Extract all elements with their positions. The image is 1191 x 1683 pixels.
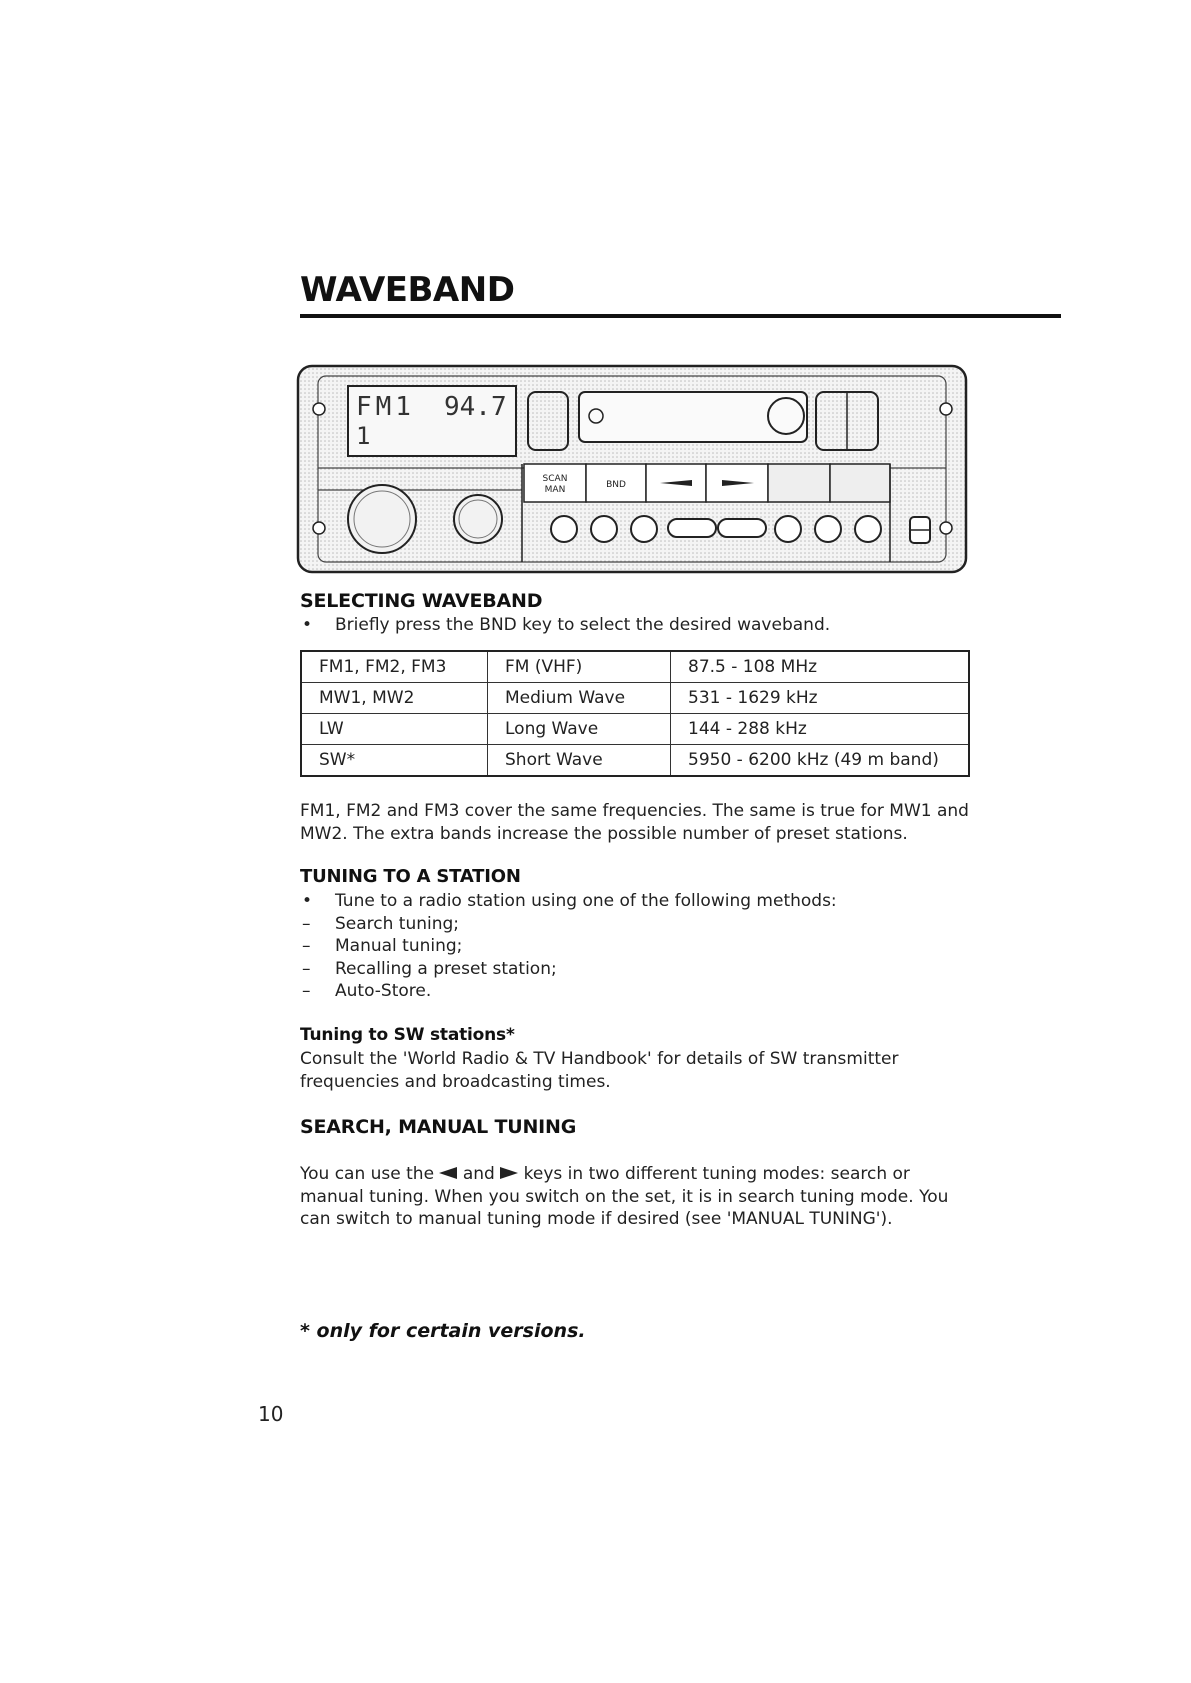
mount-hole-icon [313, 403, 325, 415]
table-cell: 531 - 1629 kHz [671, 683, 970, 714]
selecting-bullet-list [300, 614, 970, 637]
tuning-method-list [300, 890, 970, 1003]
table-cell: LW [301, 714, 488, 745]
dash-mark: – [302, 958, 311, 979]
list-item [300, 614, 970, 637]
table-cell: Short Wave [488, 745, 671, 777]
frequencies-note: FM1, FM2 and FM3 cover the same frequencies. The same is true for MW1 and MW2. The extra bands increase the possible number of preset stations. [300, 801, 969, 844]
display-preset: 1 [356, 422, 371, 450]
search-manual-text: You can use the and keys in two different tuning modes: search or manual tuning. When you switch on the set, it is in search tuning mode. You can switch to manual tuning mode if desired (see 'MANUAL TUNING'). [300, 1164, 949, 1229]
list-item [300, 890, 970, 913]
table-row [301, 714, 969, 745]
dash-mark: – [302, 981, 311, 1001]
table-cell: 144 - 288 kHz [671, 714, 970, 745]
table-cell: Long Wave [488, 714, 671, 745]
tuning-bullet-text: Tune to a radio station using one of the following methods: [335, 891, 837, 911]
table-cell: SW* [301, 745, 488, 777]
table-cell: 87.5 - 108 MHz [671, 651, 970, 683]
preset-button-icon [551, 516, 577, 542]
preset-button-icon [815, 516, 841, 542]
slide-button [668, 519, 716, 537]
dash-mark: – [302, 913, 311, 934]
radio-illustration [296, 364, 968, 574]
selecting-heading: SELECTING WAVEBAND [300, 590, 543, 612]
tuning-method: Recalling a preset station; [335, 958, 557, 979]
selecting-bullet-text: Briefly press the BND key to select the desired waveband. [335, 615, 831, 635]
triangle-left-icon [439, 1167, 457, 1179]
preset-button-icon [855, 516, 881, 542]
preset-button-icon [591, 516, 617, 542]
display-band: FM1 [356, 392, 415, 422]
search-manual-heading: SEARCH, MANUAL TUNING [300, 1116, 577, 1138]
mount-hole-icon [313, 522, 325, 534]
footnote: * only for certain versions. [300, 1320, 586, 1342]
list-item [300, 913, 970, 936]
bands-table [300, 650, 970, 777]
triangle-right-icon [500, 1167, 518, 1179]
table-cell: Medium Wave [488, 683, 671, 714]
preset-button-icon [631, 516, 657, 542]
tone-knob-icon [454, 495, 502, 543]
display-frequency: 94.7 [444, 392, 507, 422]
list-item [300, 958, 970, 981]
table-cell: 5950 - 6200 kHz (49 m band) [671, 745, 970, 777]
page-number: 10 [258, 1402, 284, 1426]
title-rule [300, 314, 1061, 318]
svg-text:SCAN: SCAN [542, 474, 568, 484]
table-cell: FM1, FM2, FM3 [301, 651, 488, 683]
table-cell: MW1, MW2 [301, 683, 488, 714]
dash-mark: – [302, 936, 311, 956]
sw-text: Consult the 'World Radio & TV Handbook' for details of SW transmitter frequencies and broadcasting times. [300, 1049, 899, 1092]
table-row [301, 651, 969, 683]
preset-button-icon [775, 516, 801, 542]
list-item [300, 935, 970, 958]
tuning-method: Manual tuning; [335, 936, 463, 956]
bullet-mark: • [302, 615, 313, 635]
table-row [301, 745, 969, 777]
tuning-method: Auto-Store. [335, 981, 432, 1001]
list-item [300, 980, 970, 1003]
table-row [301, 683, 969, 714]
mount-hole-icon [940, 522, 952, 534]
svg-text:MAN: MAN [544, 485, 566, 495]
slide-button [718, 519, 766, 537]
mount-hole-icon [940, 403, 952, 415]
cassette-door [579, 392, 807, 442]
tuning-heading: TUNING TO A STATION [300, 866, 521, 887]
page-title: WAVEBAND [300, 270, 515, 310]
table-cell: FM (VHF) [488, 651, 671, 683]
bullet-mark: • [302, 891, 313, 911]
volume-knob-icon [348, 485, 416, 553]
sw-heading: Tuning to SW stations* [300, 1025, 515, 1045]
svg-text:BND: BND [606, 480, 626, 490]
tuning-method: Search tuning; [335, 913, 460, 934]
